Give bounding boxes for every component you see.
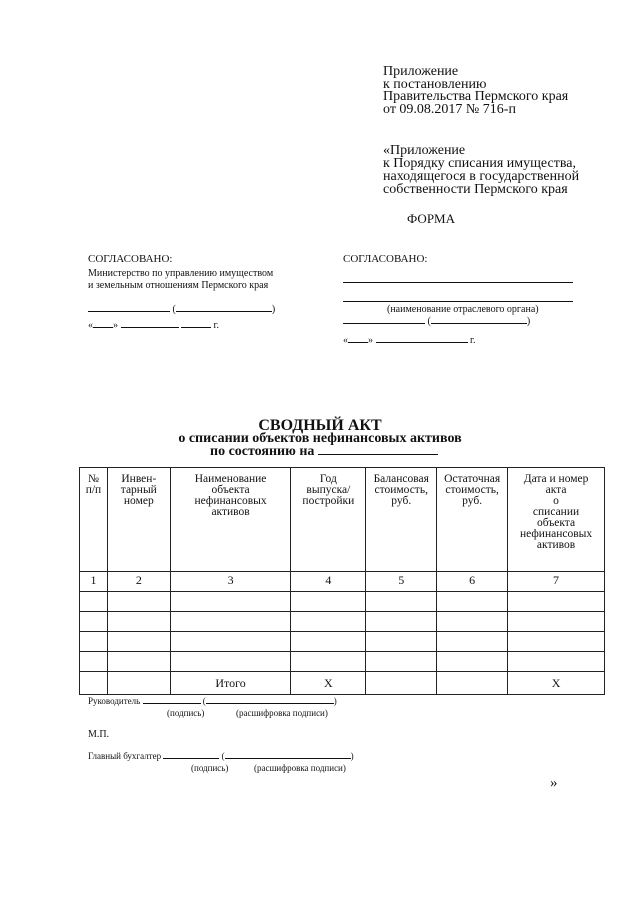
header-line: «Приложение — [383, 143, 466, 158]
header-line: к Порядку списания имущества, — [383, 156, 576, 171]
appendix-header — [383, 66, 568, 116]
header-cell-year: Год выпуска/ постройки — [291, 468, 366, 572]
header-cell-inventory: Инвен- тарный номер — [107, 468, 170, 572]
signature-blank — [88, 311, 170, 312]
approval-left-org-1: Министерство по управлению имуществом — [88, 268, 274, 279]
act-table — [79, 467, 605, 695]
approval-left-date-line: « » г. — [88, 320, 219, 331]
form-label: ФОРМА — [407, 211, 455, 226]
date-blank — [318, 454, 438, 455]
closing-quote: » — [550, 775, 558, 791]
org-name-blank-1 — [343, 282, 573, 283]
header-line: Приложение — [383, 64, 459, 79]
table-row — [80, 592, 605, 612]
head-sign-caption: (подпись) — [167, 708, 205, 718]
table-number-row: 1 2 3 4 5 6 7 — [80, 572, 605, 592]
header-cell-number: № п/п — [80, 468, 108, 572]
header-cell-act-date: Дата и номер акта о списании объекта нефинансовых активов — [508, 468, 605, 572]
header-cell-residual: Остаточная стоимость, руб. — [437, 468, 508, 572]
header-cell-balance: Балансовая стоимость, руб. — [366, 468, 437, 572]
head-name-caption: (расшифровка подписи) — [236, 708, 328, 718]
accountant-signature-line: Главный бухгалтер ( ) — [88, 751, 354, 761]
approval-right-signature-line: ( ) — [343, 316, 530, 328]
table-total-row — [80, 672, 605, 695]
header-cell-name: Наименование объекта нефинансовых активов — [170, 468, 291, 572]
org-name-blank-2 — [343, 301, 573, 302]
act-subtitle: о списании объектов нефинансовых активов — [178, 431, 462, 446]
header-line: к постановлению — [383, 76, 487, 92]
table-row — [80, 632, 605, 652]
accountant-name-caption: (расшифровка подписи) — [254, 763, 346, 773]
org-caption: (наименование отраслевого органа) — [387, 304, 539, 315]
header-line: от 09.08.2017 № 716-п — [383, 101, 516, 117]
approval-left-org-2: и земельным отношениям Пермского края — [88, 280, 269, 291]
approval-right-title: СОГЛАСОВАНО: — [343, 253, 428, 265]
total-date-x: X — [508, 672, 605, 695]
stamp-place: М.П. — [88, 729, 110, 740]
approval-left-signature-line: ( ) — [88, 304, 275, 316]
header-line: находящегося в государственной — [383, 169, 580, 184]
total-year-x: X — [291, 672, 366, 695]
accountant-sign-caption: (подпись) — [191, 763, 229, 773]
total-label: Итого — [170, 672, 291, 695]
approval-right-date-line: « » г. — [343, 335, 476, 346]
table-header-row — [80, 468, 605, 572]
table-row — [80, 612, 605, 632]
appendix-header-2 — [383, 144, 579, 196]
head-signature-line: Руководитель ( ) — [88, 696, 337, 706]
act-date-line: по состоянию на — [210, 444, 438, 460]
header-line: Правительства Пермского края — [383, 89, 569, 104]
header-line: собственности Пермского края — [383, 182, 568, 197]
table-row — [80, 652, 605, 672]
act-title: СВОДНЫЙ АКТ — [258, 417, 382, 434]
name-blank — [176, 311, 272, 312]
approval-left-title: СОГЛАСОВАНО: — [88, 253, 173, 265]
